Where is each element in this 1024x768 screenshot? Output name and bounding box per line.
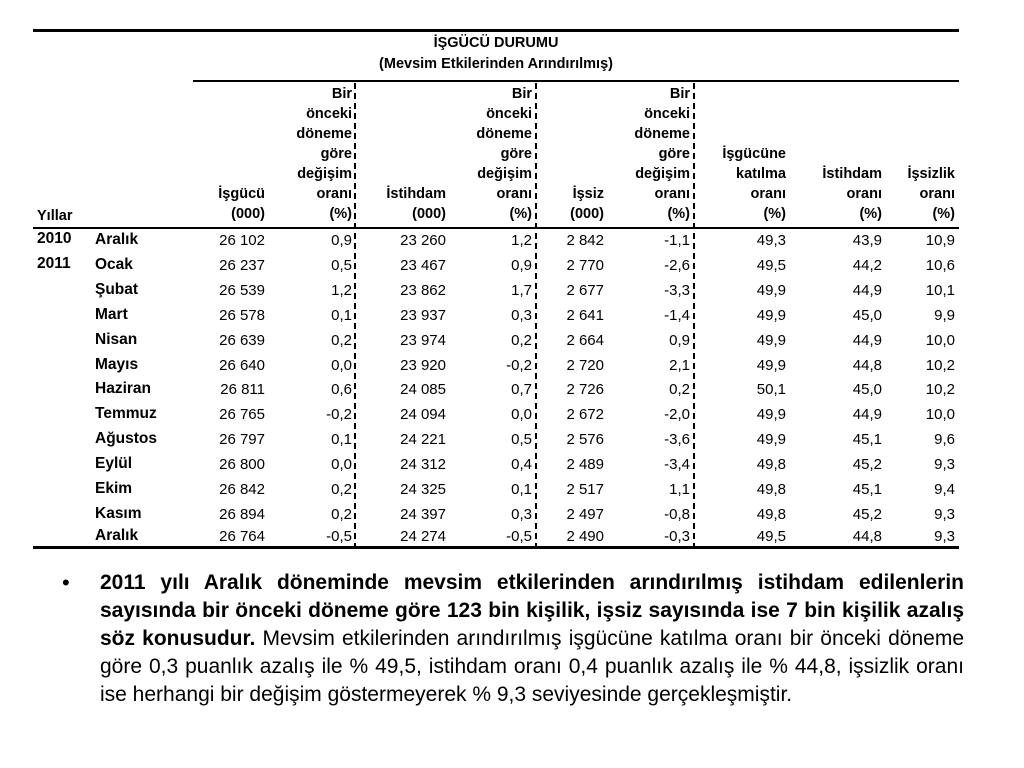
value-cell: 49,3 <box>756 232 786 249</box>
value-cell: 23 974 <box>400 331 446 349</box>
value-cell: 2 842 <box>566 232 604 249</box>
month-cell: Mayıs <box>95 355 139 373</box>
summary-bold-text: 2011 yılı Aralık döneminde mevsim etkilerinden arındırılmış istihdam edilenlerin sayısında bir önceki döneme göre 123 bin kişilik, işsiz sayısında ise 7 bin kişilik azalış söz konusudur. <box>100 571 964 650</box>
value-cell: 1,2 <box>331 281 352 299</box>
value-cell: -0,3 <box>664 527 690 545</box>
value-cell: 49,9 <box>756 281 786 299</box>
value-cell: 2,1 <box>669 356 690 374</box>
column-header-line: değişim <box>297 166 352 182</box>
value-cell: 2 720 <box>566 356 604 374</box>
value-cell: 1,7 <box>511 281 532 299</box>
table-subtitle: (Mevsim Etkilerinden Arındırılmış) <box>379 56 613 72</box>
column-header-line: katılma <box>736 166 786 182</box>
month-cell: Mart <box>95 305 128 323</box>
value-cell: 26 842 <box>219 481 265 498</box>
value-cell: 49,9 <box>756 306 786 324</box>
column-header-line: göre <box>658 146 690 162</box>
value-cell: 26 894 <box>219 505 265 523</box>
value-cell: 44,8 <box>852 356 882 374</box>
value-cell: 10,2 <box>925 356 955 374</box>
column-header-line: İstihdam <box>386 186 446 202</box>
value-cell: 0,3 <box>511 505 532 523</box>
month-cell: Aralık <box>95 526 139 544</box>
column-header-line: (%) <box>329 206 352 222</box>
value-cell: 24 312 <box>400 456 446 474</box>
column-header-line: oranı <box>919 186 955 202</box>
value-cell: 45,0 <box>852 381 882 399</box>
value-cell: 24 325 <box>400 481 446 498</box>
column-header-line: döneme <box>476 126 532 142</box>
value-cell: -1,1 <box>664 232 690 249</box>
column-header-line: (%) <box>667 206 690 222</box>
column-header-line: (%) <box>859 206 882 222</box>
value-cell: 1,2 <box>511 232 532 249</box>
value-cell: 0,0 <box>331 356 352 374</box>
value-cell: 9,4 <box>934 481 955 498</box>
value-cell: -3,6 <box>664 431 690 449</box>
value-cell: 26 578 <box>219 306 265 324</box>
value-cell: 2 677 <box>566 281 604 299</box>
value-cell: 26 639 <box>219 331 265 349</box>
value-cell: 24 094 <box>400 406 446 424</box>
value-cell: 24 397 <box>400 505 446 523</box>
value-cell: 0,4 <box>511 456 532 474</box>
value-cell: 26 800 <box>219 456 265 474</box>
value-cell: 45,0 <box>852 306 882 324</box>
month-cell: Ekim <box>95 480 133 497</box>
value-cell: 50,1 <box>756 381 786 399</box>
value-cell: 0,3 <box>511 306 532 324</box>
column-header-line: döneme <box>296 126 352 142</box>
month-cell: Aralık <box>95 231 139 248</box>
column-header-line: oranı <box>654 186 690 202</box>
value-cell: 44,2 <box>852 256 882 274</box>
column-header-line: değişim <box>635 166 690 182</box>
value-cell: 0,0 <box>331 456 352 474</box>
value-cell: -2,0 <box>664 406 690 424</box>
column-header-line: Bir <box>669 86 690 102</box>
value-cell: 49,8 <box>756 481 786 498</box>
month-cell: Şubat <box>95 280 139 298</box>
value-cell: 26 539 <box>219 281 265 299</box>
column-divider <box>535 83 537 549</box>
column-header-line: göre <box>500 146 532 162</box>
column-header-line: (000) <box>570 206 604 222</box>
value-cell: 9,3 <box>934 527 955 545</box>
value-cell: 0,2 <box>331 505 352 523</box>
column-header-line: Bir <box>511 86 532 102</box>
value-cell: 0,2 <box>511 331 532 349</box>
month-cell: Eylül <box>95 455 133 473</box>
column-header-line: Bir <box>331 86 352 102</box>
bullet-marker: • <box>62 570 70 595</box>
header-underline <box>33 227 959 229</box>
value-cell: 9,3 <box>934 456 955 474</box>
value-cell: -0,2 <box>506 356 532 374</box>
column-header-line: İşsizlik <box>907 166 955 182</box>
value-cell: 0,5 <box>511 431 532 449</box>
title-underline <box>193 80 959 82</box>
value-cell: 2 641 <box>566 306 604 324</box>
value-cell: 0,9 <box>331 232 352 249</box>
value-cell: -3,4 <box>664 456 690 474</box>
column-header-line: (%) <box>763 206 786 222</box>
table-title: İŞGÜCÜ DURUMU <box>433 35 559 51</box>
value-cell: 44,9 <box>852 331 882 349</box>
value-cell: 2 726 <box>566 381 604 399</box>
value-cell: 0,1 <box>511 481 532 498</box>
column-header-line: (000) <box>412 206 446 222</box>
value-cell: 49,9 <box>756 406 786 424</box>
column-header-line: oranı <box>846 186 882 202</box>
value-cell: 24 221 <box>400 431 446 449</box>
value-cell: 0,1 <box>331 431 352 449</box>
value-cell: 0,2 <box>331 481 352 498</box>
value-cell: 45,1 <box>852 481 882 498</box>
value-cell: 9,6 <box>934 431 955 449</box>
year-cell: 2010 <box>37 230 72 247</box>
value-cell: -1,4 <box>664 306 690 324</box>
column-header-line: oranı <box>496 186 532 202</box>
value-cell: 2 770 <box>566 256 604 274</box>
column-header-line: (000) <box>231 206 265 222</box>
value-cell: 23 920 <box>400 356 446 374</box>
value-cell: 45,2 <box>852 456 882 474</box>
column-header-line: İşgücü <box>218 186 265 202</box>
column-header-line: değişim <box>477 166 532 182</box>
column-header-line: oranı <box>316 186 352 202</box>
value-cell: 43,9 <box>852 232 882 249</box>
month-cell: Nisan <box>95 330 138 348</box>
summary-paragraph <box>100 569 964 709</box>
month-cell: Temmuz <box>95 405 157 423</box>
value-cell: 2 672 <box>566 406 604 424</box>
column-divider <box>693 83 695 549</box>
value-cell: 26 764 <box>219 527 265 545</box>
value-cell: 2 490 <box>566 527 604 545</box>
value-cell: 23 862 <box>400 281 446 299</box>
value-cell: -0,2 <box>326 406 352 424</box>
value-cell: -0,5 <box>506 527 532 545</box>
value-cell: -0,5 <box>326 527 352 545</box>
value-cell: 0,9 <box>511 256 532 274</box>
value-cell: 49,5 <box>756 527 786 545</box>
value-cell: 1,1 <box>669 481 690 498</box>
value-cell: 24 274 <box>400 527 446 545</box>
column-header-line: göre <box>320 146 352 162</box>
value-cell: 9,3 <box>934 505 955 523</box>
value-cell: 44,9 <box>852 406 882 424</box>
years-label: Yıllar <box>37 208 73 224</box>
column-divider <box>354 83 356 549</box>
value-cell: 0,0 <box>511 406 532 424</box>
table-bottom-border <box>33 546 959 549</box>
value-cell: 0,5 <box>331 256 352 274</box>
column-header-line: (%) <box>509 206 532 222</box>
value-cell: 2 497 <box>566 505 604 523</box>
value-cell: 44,9 <box>852 281 882 299</box>
value-cell: 23 260 <box>400 232 446 249</box>
value-cell: 49,8 <box>756 505 786 523</box>
value-cell: 10,0 <box>925 331 955 349</box>
value-cell: -3,3 <box>664 281 690 299</box>
value-cell: 0,7 <box>511 381 532 399</box>
month-cell: Ağustos <box>95 430 157 448</box>
month-cell: Haziran <box>95 380 151 398</box>
value-cell: -2,6 <box>664 256 690 274</box>
year-cell: 2011 <box>37 254 71 272</box>
value-cell: 0,1 <box>331 306 352 324</box>
value-cell: 26 237 <box>219 256 265 274</box>
month-cell: Kasım <box>95 504 142 522</box>
value-cell: 2 489 <box>566 456 604 474</box>
value-cell: 0,2 <box>669 381 690 399</box>
value-cell: 2 664 <box>566 331 604 349</box>
value-cell: 49,9 <box>756 431 786 449</box>
value-cell: 24 085 <box>400 381 446 399</box>
value-cell: 10,1 <box>925 281 955 299</box>
value-cell: 10,0 <box>925 406 955 424</box>
value-cell: 49,8 <box>756 456 786 474</box>
column-header-line: önceki <box>306 106 352 122</box>
column-header-line: oranı <box>750 186 786 202</box>
labor-force-table <box>33 29 959 549</box>
value-cell: 26 811 <box>220 381 265 399</box>
column-header-line: önceki <box>486 106 532 122</box>
value-cell: 26 102 <box>219 232 265 249</box>
value-cell: 49,9 <box>756 356 786 374</box>
value-cell: 0,9 <box>669 331 690 349</box>
value-cell: 10,9 <box>925 232 955 249</box>
value-cell: 44,8 <box>852 527 882 545</box>
value-cell: 10,2 <box>925 381 955 399</box>
value-cell: -0,8 <box>664 505 690 523</box>
value-cell: 49,9 <box>756 331 786 349</box>
value-cell: 26 765 <box>219 406 265 424</box>
column-header-line: döneme <box>634 126 690 142</box>
value-cell: 0,2 <box>331 331 352 349</box>
value-cell: 26 640 <box>219 356 265 374</box>
value-cell: 45,2 <box>852 505 882 523</box>
value-cell: 10,6 <box>925 256 955 274</box>
month-cell: Ocak <box>95 255 133 273</box>
value-cell: 2 576 <box>566 431 604 449</box>
column-header-line: İşsiz <box>572 186 604 202</box>
value-cell: 26 797 <box>219 431 265 449</box>
value-cell: 23 937 <box>400 306 446 324</box>
value-cell: 2 517 <box>566 481 604 498</box>
value-cell: 9,9 <box>934 306 955 324</box>
column-header-line: (%) <box>932 206 955 222</box>
value-cell: 49,5 <box>756 256 786 274</box>
column-header-line: İstihdam <box>822 166 882 182</box>
value-cell: 45,1 <box>852 431 882 449</box>
column-header-line: İşgücüne <box>722 146 786 162</box>
column-header-line: önceki <box>644 106 690 122</box>
value-cell: 23 467 <box>400 256 446 274</box>
summary-normal-text: Mevsim etkilerinden arındırılmış işgücüne katılma oranı bir önceki döneme göre 0,3 puanlık azalış ile % 49,5, istihdam oranı 0,4 puanlık azalış ile % 44,8, işsizlik oranı ise herhangi bir değişim göstermeyerek % 9,3 seviyesinde gerçekleşmiştir. <box>100 627 965 706</box>
value-cell: 0,6 <box>331 381 352 399</box>
table-top-border <box>33 29 959 32</box>
